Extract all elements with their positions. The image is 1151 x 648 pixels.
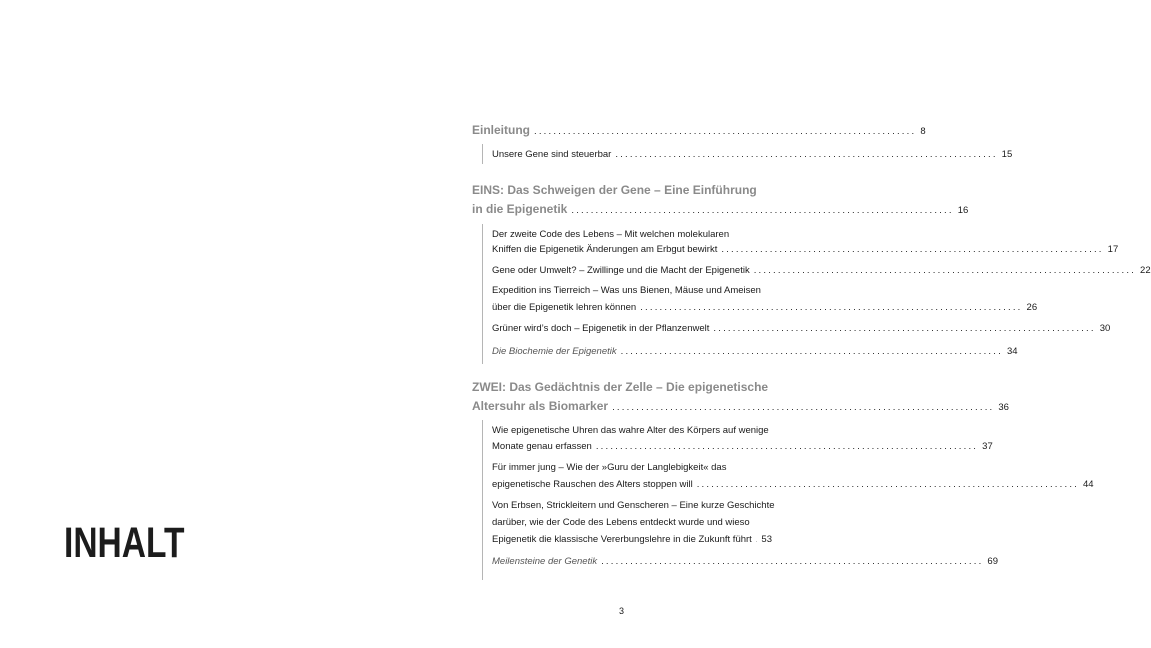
toc-entry-page: 22 [1140,265,1151,276]
toc-entry-erbsen-line2[interactable]: darüber, wie der Code des Lebens entdeckt wurde und wieso [492,517,750,528]
toc-entry-expedition[interactable] [492,302,1038,313]
toc-entry-erbsen-line1[interactable]: Von Erbsen, Strickleitern und Genscheren – Eine kurze Geschichte [492,500,775,511]
toc-chapter-eins[interactable] [472,202,969,216]
toc-entry-expedition-line1[interactable]: Expedition ins Tierreich – Was uns Bienen, Mäuse und Ameisen [492,285,761,296]
toc-entry-page: 30 [1099,323,1111,334]
toc-entry-uhren-line1[interactable]: Wie epigenetische Uhren das wahre Alter des Körpers auf wenige [492,425,769,436]
toc-chapter-eins-line1[interactable]: EINS: Das Schweigen der Gene – Eine Einführung [472,183,757,197]
toc-entry-title: Epigenetik die klassische Vererbungslehre in die Zukunft führt [492,534,752,545]
toc-entry-title: Unsere Gene sind steuerbar [492,149,612,160]
toc-leader-dots: ............................................................................... [612,402,995,413]
toc-leader-dots: ............................................................................... [601,556,984,567]
toc-entry-page: 34 [1006,346,1018,357]
page-number: 3 [619,606,625,616]
toc-entry-page: 36 [998,402,1009,413]
toc-entry-title: Gene oder Umwelt? – Zwillinge und die Macht der Epigenetik [492,265,750,276]
toc-entry-title: Monate genau erfassen [492,441,592,452]
toc-leader-dots: ............................................................................... [753,265,1137,276]
toc-entry-title: epigenetische Rauschen des Alters stoppen will [492,479,693,490]
toc-entry-page: 53 [761,534,772,545]
toc-entry-gruener[interactable] [492,323,1111,334]
toc-entry-title: Altersuhr als Biomarker [472,399,609,413]
toc-entry-page: 26 [1026,302,1038,313]
section-rule-intro [482,144,483,164]
toc-entry-gene-oder-umwelt[interactable] [492,265,1151,276]
toc-entry-title: Grüner wird’s doch – Epigenetik in der Pflanzenwelt [492,323,710,334]
toc-entry-title: Meilensteine der Genetik [492,556,598,567]
section-rule-zwei [482,420,483,580]
toc-entry-zweiter-code-line1[interactable]: Der zweite Code des Lebens – Mit welchen molekularen [492,229,730,240]
toc-entry-title: in die Epigenetik [472,202,568,216]
toc-entry-page: 8 [920,126,926,137]
toc-entry-immer-jung[interactable] [492,479,1094,490]
toc-leader-dots: ............................................................................... [534,126,917,137]
toc-leader-dots: ............................................................................... [595,441,979,452]
toc-leader-dots: ............................................................................... [615,149,998,160]
toc-leader-dots: ............................................................................... [620,346,1003,357]
page-heading: INHALT [64,519,185,567]
section-rule-eins [482,224,483,364]
toc-leader-dots: ............................................................................... [696,479,1080,490]
toc-leader-dots [756,534,758,545]
toc-entry-zweiter-code[interactable] [492,244,1119,255]
toc-entry-title: Die Biochemie der Epigenetik [492,346,617,357]
toc-leader-dots: ............................................................................... [640,302,1023,313]
toc-entry-title: Kniffen die Epigenetik Änderungen am Erbgut bewirkt [492,244,718,255]
toc-entry-page: 16 [957,205,969,216]
toc-chapter-zwei[interactable] [472,399,1009,413]
toc-entry-einleitung[interactable] [472,123,926,137]
toc-chapter-zwei-line1[interactable]: ZWEI: Das Gedächtnis der Zelle – Die epigenetische [472,380,769,394]
toc-entry-page: 17 [1107,244,1119,255]
toc-entry-immer-jung-line1[interactable]: Für immer jung – Wie der »Guru der Langlebigkeit« das [492,462,727,473]
toc-entry-page: 15 [1001,149,1013,160]
toc-leader-dots: ............................................................................... [571,205,954,216]
toc-entry-unsere-gene[interactable] [492,149,1013,160]
toc-leader-dots: ............................................................................... [721,244,1104,255]
toc-leader-dots: ............................................................................... [713,323,1096,334]
toc-entry-uhren[interactable] [492,441,993,452]
toc-entry-biochemie[interactable] [492,346,1018,357]
toc-entry-page: 37 [982,441,993,452]
toc-entry-title: Einleitung [472,123,530,137]
toc-entry-page: 44 [1083,479,1094,490]
toc-entry-title: über die Epigenetik lehren können [492,302,637,313]
toc-entry-page: 69 [987,556,998,567]
toc-entry-meilensteine[interactable] [492,556,998,567]
toc-entry-erbsen[interactable] [492,534,772,545]
